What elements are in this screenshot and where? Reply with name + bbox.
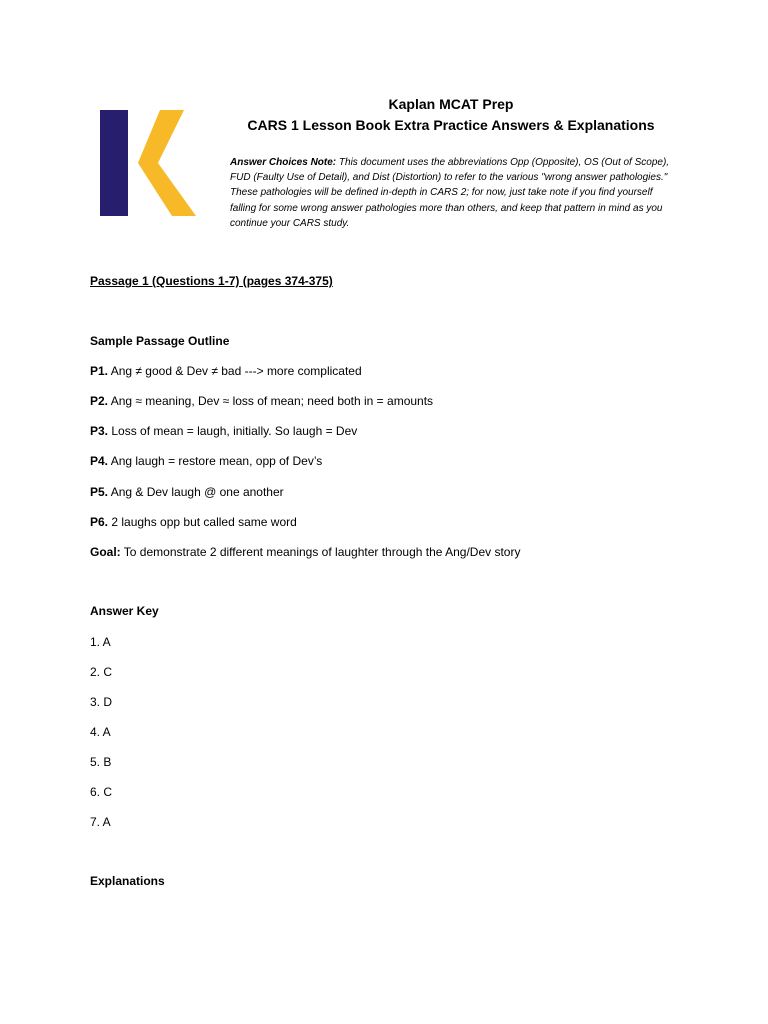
document-title: Kaplan MCAT Prep [388, 96, 514, 112]
answer-item: 4. A [90, 725, 111, 739]
outline-item-text: Ang laugh = restore mean, opp of Dev’s [108, 454, 323, 468]
outline-item-label: P1. [90, 364, 109, 378]
outline-goal [90, 545, 520, 559]
outline-item-label: P2. [90, 394, 109, 408]
outline-item [90, 424, 357, 438]
answer-item: 3. D [90, 695, 113, 709]
outline-item-text: Ang ≈ meaning, Dev ≈ loss of mean; need both in = amounts [108, 394, 434, 408]
outline-item-label: P5. [90, 485, 109, 499]
outline-heading: Sample Passage Outline [90, 334, 230, 348]
explanations-heading: Explanations [90, 874, 165, 888]
note-label: Answer Choices Note: [230, 157, 337, 168]
passage-heading: Passage 1 (Questions 1-7) (pages 374-375) [90, 274, 333, 288]
outline-item [90, 485, 284, 499]
outline-item-label: Goal: [90, 545, 121, 559]
outline-item-text: Ang & Dev laugh @ one another [108, 485, 284, 499]
logo-chevron [138, 110, 196, 216]
document-title-block [220, 94, 682, 136]
outline-item-text: 2 laughs opp but called same word [108, 515, 297, 529]
outline-item-label: P3. [90, 424, 109, 438]
logo-bar [100, 110, 128, 216]
answer-key-heading: Answer Key [90, 604, 159, 618]
outline-item [90, 454, 322, 468]
answer-choices-note [230, 155, 680, 231]
answer-item: 6. C [90, 785, 113, 799]
answer-item: 7. A [90, 815, 111, 829]
note-text: This document uses the abbreviations Opp (Opposite), OS (Out of Scope), FUD (Faulty Use of Detail), and Dist (Distortion) to refer to the various "wrong answer pathologies." These pathologies will be defined in-depth in CARS 2; for now, just take note if you find yourself falling for some wrong answer pathologies more than others, and keep that pattern in mind as you continue your CARS study. [230, 157, 670, 229]
outline-item [90, 364, 362, 378]
answer-item: 5. B [90, 755, 112, 769]
answer-item: 1. A [90, 635, 111, 649]
outline-item [90, 515, 297, 529]
answer-item: 2. C [90, 665, 113, 679]
outline-item-label: P6. [90, 515, 109, 529]
kaplan-logo [100, 110, 200, 216]
outline-item-text: Ang ≠ good & Dev ≠ bad ---> more complicated [108, 364, 362, 378]
outline-item-text: Loss of mean = laugh, initially. So laugh = Dev [108, 424, 358, 438]
document-subtitle: CARS 1 Lesson Book Extra Practice Answers & Explanations [247, 117, 655, 133]
outline-item-label: P4. [90, 454, 109, 468]
outline-item [90, 394, 433, 408]
outline-item-text: To demonstrate 2 different meanings of laughter through the Ang/Dev story [120, 545, 521, 559]
